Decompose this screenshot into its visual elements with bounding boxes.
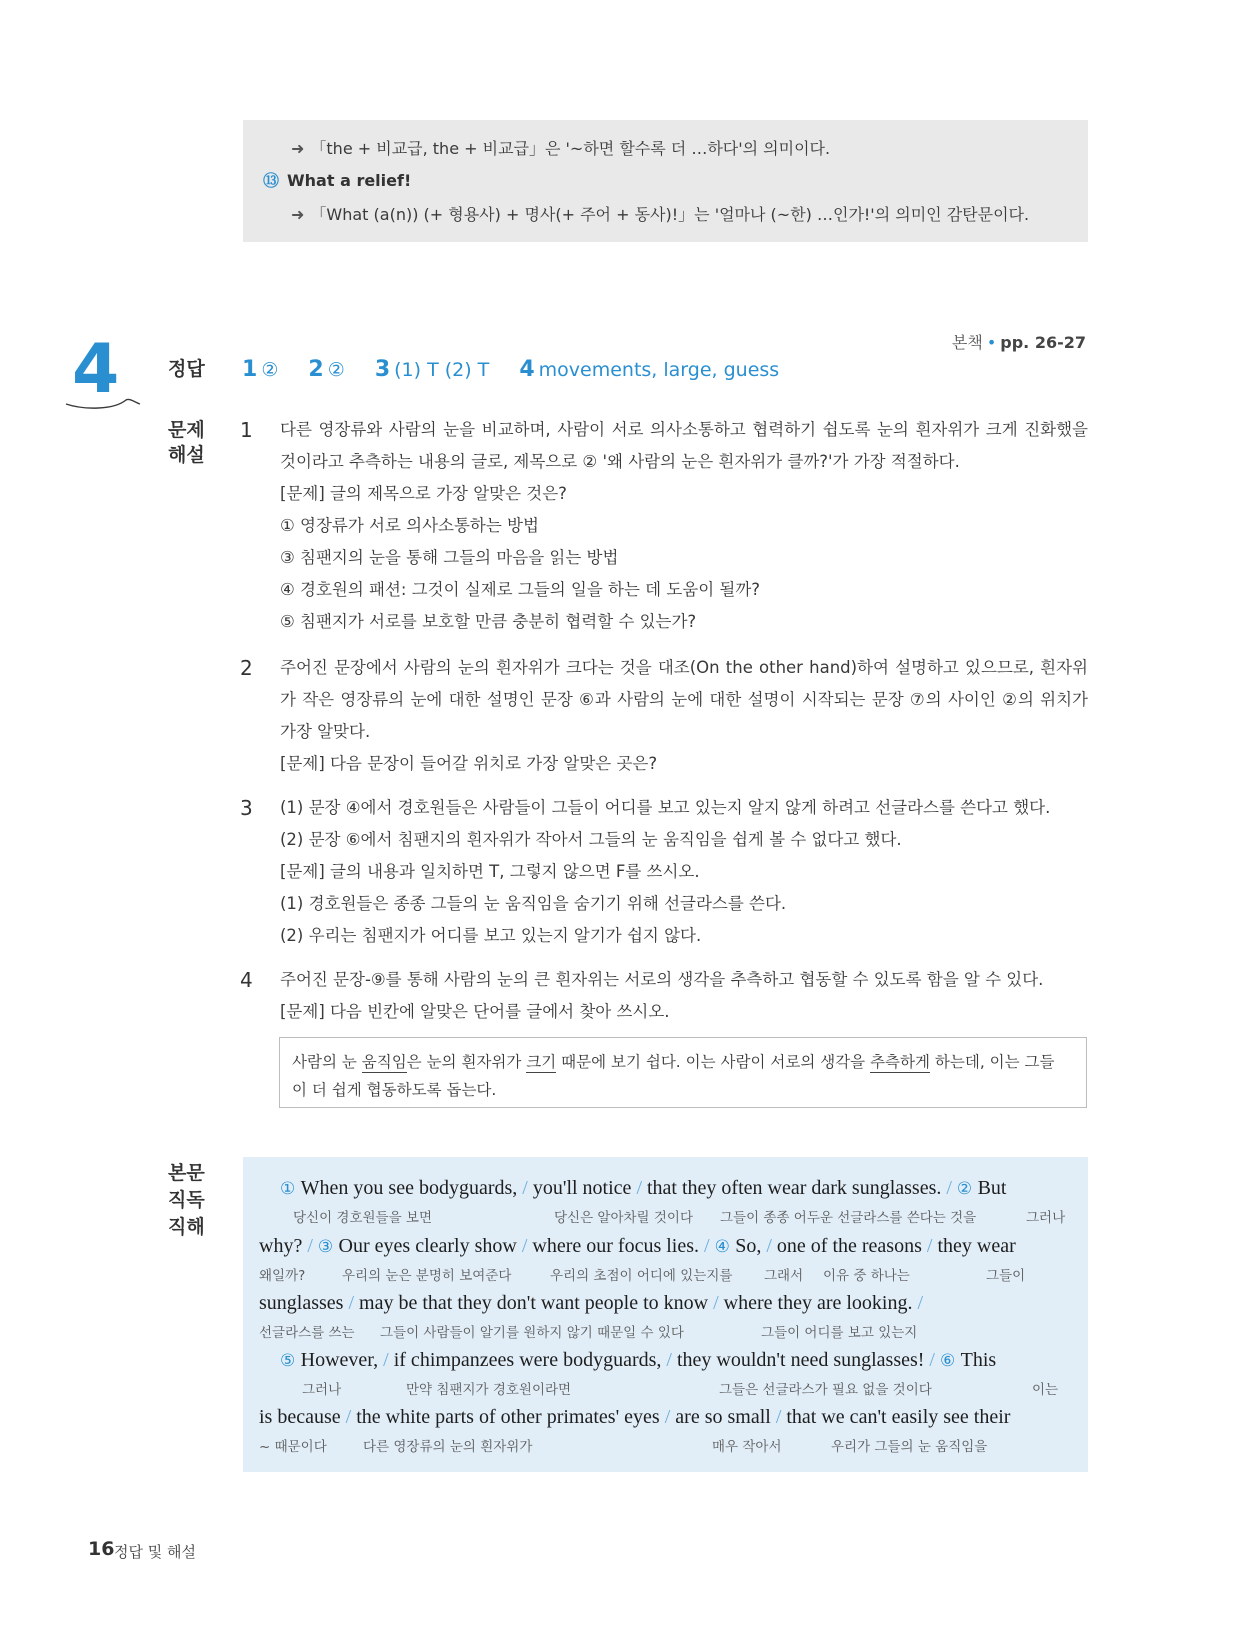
sentence-number: ⑤	[280, 1351, 301, 1371]
english-sentence-line	[259, 1406, 1010, 1429]
english-chunk: that they often wear dark sunglasses.	[647, 1177, 947, 1199]
sentence-number: ①	[280, 1179, 301, 1199]
korean-translation: 그들이	[986, 1268, 1026, 1284]
question-2-explanation: 주어진 문장에서 사람의 눈의 흰자위가 크다는 것을 대조(On the other hand)하여 설명하고 있으므로, 흰자위 가 작은 영장류의 눈에 대한 설명인 문장 ⑥과 사람의 눈에 대한 설명이 시작되는 문장 ⑦의 사이인 ②의 위치가 가장 알맞다. [문제] 다음 문장이 들어갈 위치로 가장 알맞은 곳은?	[280, 658, 1088, 773]
slash-separator: /	[348, 1292, 360, 1314]
korean-translation: 당신이 경호원들을 보면	[293, 1210, 432, 1226]
korean-translation: 이는	[1032, 1382, 1059, 1398]
english-chunk: they wouldn't need sunglasses!	[676, 1349, 930, 1371]
slash-separator: /	[766, 1235, 777, 1257]
answer-item: 1 ②	[242, 357, 279, 382]
answer-label: 정답	[168, 358, 205, 380]
question-number: 3	[240, 796, 253, 820]
slash-separator: /	[704, 1235, 715, 1257]
korean-translation: 그들이 어디를 보고 있는지	[761, 1325, 918, 1341]
korean-translation: 만약 침팬지가 경호원이라면	[406, 1382, 572, 1398]
page-reference: 본책 • pp. 26-27	[951, 333, 1086, 352]
slash-separator: /	[926, 1235, 938, 1257]
slash-separator: /	[345, 1406, 357, 1428]
english-sentence-line	[259, 1292, 923, 1315]
english-chunk: may be that they don't want people to know	[359, 1292, 714, 1314]
korean-translation: 우리가 그들의 눈 움직임을	[831, 1439, 988, 1455]
question-number: 4	[240, 968, 253, 992]
sentence-number: ④	[714, 1237, 736, 1257]
explanation-label: 문제 해설	[168, 419, 205, 466]
korean-translation: 이유 중 하나는	[823, 1268, 910, 1284]
korean-translation: 그러나	[1026, 1210, 1066, 1226]
summary-box	[279, 1037, 1087, 1108]
slash-separator: /	[917, 1292, 924, 1314]
note-line-1: ➜ 「the + 비교급, the + 비교급」은 '~하면 할수록 더 …하다'의 의미이다.	[291, 139, 831, 158]
arrow-right-icon: ➜	[291, 139, 305, 158]
slash-separator: /	[307, 1235, 318, 1257]
slash-separator: /	[522, 1177, 533, 1199]
slash-separator: /	[664, 1406, 676, 1428]
english-chunk: Our eyes clearly show	[338, 1235, 522, 1257]
english-chunk: But	[977, 1177, 1007, 1199]
korean-translation: 그러나	[302, 1382, 342, 1398]
english-chunk: they wear	[937, 1235, 1016, 1257]
english-chunk: the white parts of other primates' eyes	[356, 1406, 665, 1428]
reading-label: 본문 직독 직해	[168, 1162, 205, 1238]
slash-separator: /	[713, 1292, 724, 1314]
slash-separator: /	[636, 1177, 647, 1199]
korean-translation: 그들은 선글라스가 필요 없을 것이다	[719, 1382, 932, 1398]
korean-translation: 우리의 눈은 분명히 보여준다	[342, 1268, 512, 1284]
english-chunk: are so small	[675, 1406, 776, 1428]
note-line-2: ➜ 「What (a(n)) (+ 형용사) + 명사(+ 주어 + 동사)!」는 '얼마나 (~한) …인가!'의 의미인 감탄문이다.	[291, 205, 1030, 224]
english-sentence-line	[280, 1177, 1006, 1200]
english-sentence-line	[259, 1235, 1016, 1258]
slash-separator: /	[383, 1349, 394, 1371]
english-chunk: that we can't easily see their	[786, 1406, 1011, 1428]
korean-translation: 그들이 종종 어두운 선글라스를 쓴다는 것을	[720, 1210, 977, 1226]
english-chunk: This	[960, 1349, 997, 1371]
answer-item: 4 movements, large, guess	[519, 357, 780, 382]
english-sentence-line	[280, 1349, 996, 1372]
section-number: 4	[72, 330, 120, 409]
sentence-number: ②	[956, 1179, 978, 1199]
blank-answer: 움직임	[361, 1053, 407, 1071]
english-chunk: sunglasses	[259, 1292, 349, 1314]
question-4-explanation: 주어진 문장-⑨를 통해 사람의 눈의 큰 흰자위는 서로의 생각을 추측하고 협동할 수 있도록 함을 알 수 있다. [문제] 다음 빈칸에 알맞은 단어를 글에서 찾아 쓰시오.	[280, 970, 1044, 1021]
answer-item: 3 (1) T (2) T	[374, 357, 490, 382]
dot-icon: •	[986, 333, 997, 352]
korean-translation: 선글라스를 쓰는	[259, 1325, 355, 1341]
korean-translation: 왜일까?	[259, 1268, 306, 1284]
english-chunk: is because	[259, 1406, 346, 1428]
page-number: 16	[88, 1538, 115, 1560]
note-item-13: ⑬ What a relief!	[263, 171, 412, 190]
question-3-explanation: (1) 문장 ④에서 경호원들은 사람들이 그들이 어디를 보고 있는지 알지 않게 하려고 선글라스를 쓴다고 했다. (2) 문장 ⑥에서 침팬지의 흰자위가 작아서 그들의 눈 움직임을 쉽게 볼 수 없다고 했다. [문제] 글의 내용과 일치하면 T, 그렇지 않으면 F를 쓰시오. (1) 경호원들은 종종 그들의 눈 움직임을 숨기기 위해 선글라스를 쓴다. (2) 우리는 침팬지가 어디를 보고 있는지 알기가 쉽지 않다.	[280, 798, 1051, 945]
slash-separator: /	[929, 1349, 940, 1371]
korean-translation: 당신은 알아차릴 것이다	[554, 1210, 693, 1226]
grammar-note-box	[243, 120, 1088, 242]
korean-translation: 다른 영장류의 눈의 흰자위가	[363, 1439, 533, 1455]
english-chunk: you'll notice	[532, 1177, 637, 1199]
slash-separator: /	[666, 1349, 677, 1371]
answer-row	[242, 357, 803, 382]
sentence-number: ③	[317, 1237, 339, 1257]
question-1-explanation: 다른 영장류와 사람의 눈을 비교하며, 사람이 서로 의사소통하고 협력하기 쉽도록 눈의 흰자위가 크게 진화했을 것이라고 추측하는 내용의 글로, 제목으로 ② '왜 사람의 눈은 흰자위가 클까?'가 가장 적절하다. [문제] 글의 제목으로 가장 알맞은 것은? ① 영장류가 서로 의사소통하는 방법 ③ 침팬지의 눈을 통해 그들의 마음을 읽는 방법 ④ 경호원의 패션: 그것이 실제로 그들의 일을 하는 데 도움이 될까? ⑤ 침팬지가 서로를 보호할 만큼 충분히 협력할 수 있는가?	[280, 420, 1088, 631]
slash-separator: /	[775, 1406, 787, 1428]
korean-translation: 그래서	[764, 1268, 804, 1284]
english-chunk: where they are looking.	[723, 1292, 918, 1314]
english-chunk: if chimpanzees were bodyguards,	[393, 1349, 667, 1371]
sentence-number: ⑥	[939, 1351, 961, 1371]
english-chunk: where our focus lies.	[532, 1235, 705, 1257]
summary-line-2: 이 더 쉽게 협동하도록 돕는다.	[292, 1081, 497, 1099]
korean-translation: 우리의 초점이 어디에 있는지를	[550, 1268, 733, 1284]
slash-separator: /	[946, 1177, 957, 1199]
question-number: 1	[240, 418, 253, 442]
english-chunk: However,	[300, 1349, 384, 1371]
summary-line-1: 사람의 눈 움직임은 눈의 흰자위가 크기 때문에 보기 쉽다. 이는 사람이 서로의 생각을 추측하게 하는데, 이는 그들	[292, 1053, 1055, 1071]
korean-translation: 그들이 사람들이 알기를 원하지 않기 때문일 수 있다	[380, 1325, 684, 1341]
footer-title: 정답 및 해설	[114, 1543, 196, 1561]
blank-answer: 크기	[526, 1053, 557, 1071]
answer-item: 2 ②	[308, 357, 345, 382]
korean-translation: 매우 작아서	[712, 1439, 782, 1455]
english-chunk: why?	[259, 1235, 308, 1257]
swoosh-decoration-icon	[64, 396, 144, 412]
english-chunk: one of the reasons	[776, 1235, 927, 1257]
slash-separator: /	[521, 1235, 533, 1257]
arrow-right-icon: ➜	[291, 205, 305, 224]
korean-translation: ~ 때문이다	[259, 1439, 327, 1455]
english-chunk: So,	[735, 1235, 767, 1257]
english-chunk: When you see bodyguards,	[300, 1177, 523, 1199]
question-number: 2	[240, 656, 253, 680]
blank-answer: 추측하게	[870, 1053, 930, 1071]
